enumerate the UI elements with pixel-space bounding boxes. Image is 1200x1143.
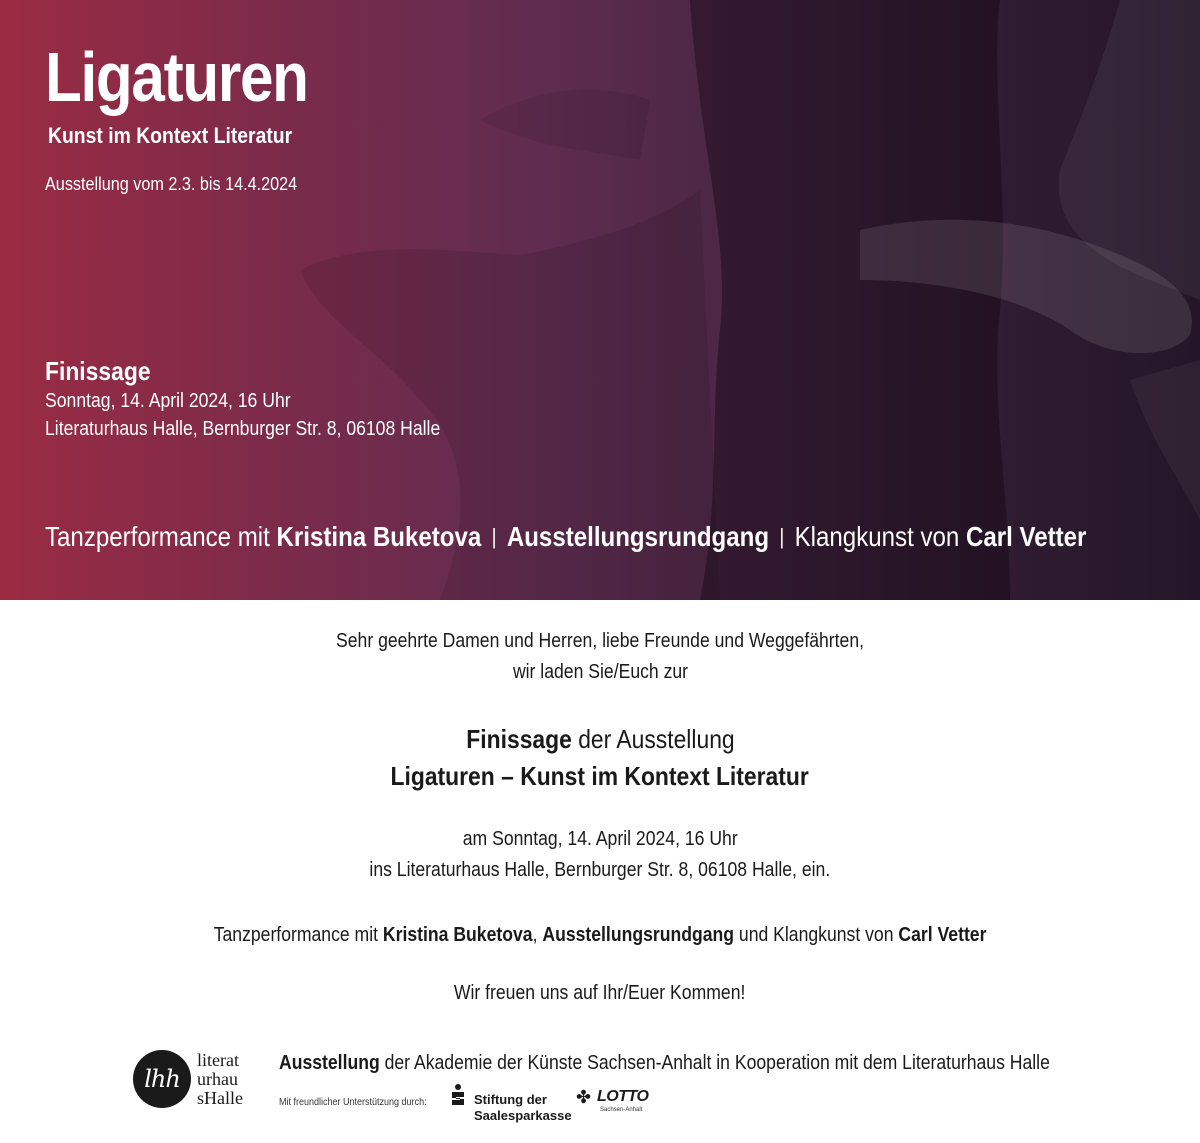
sparkasse-icon <box>450 1083 466 1107</box>
separator: | <box>779 524 785 549</box>
sound-artist: Carl Vetter <box>898 924 987 946</box>
event-rest: der Ausstellung <box>571 724 735 754</box>
hero-subtitle: Kunst im Kontext Literatur <box>48 123 293 148</box>
exhibition-name: Ligaturen – Kunst im Kontext Literatur <box>390 761 810 791</box>
dance-prefix: Tanzperformance mit <box>45 521 277 552</box>
finissage-date: Sonntag, 14. April 2024, 16 Uhr <box>45 390 291 412</box>
dance-artist: Kristina Buketova <box>276 521 482 552</box>
logo-word-line-2: urhau <box>197 1069 238 1089</box>
dance-artist: Kristina Buketova <box>382 924 533 946</box>
lotto-logo: LOTTO <box>597 1088 649 1105</box>
program-line <box>45 521 1086 553</box>
sparkasse-line-2: Saalesparkasse <box>474 1108 572 1123</box>
tour-label: Ausstellungsrundgang <box>506 521 770 552</box>
sparkasse-line-1: Stiftung der <box>474 1092 547 1107</box>
lotto-subtitle: Sachsen-Anhalt <box>600 1107 643 1113</box>
organizer-bold: Ausstellung <box>279 1052 380 1074</box>
sound-prefix: Klangkunst von <box>794 521 966 552</box>
support-label: Mit freundlicher Unterstützung durch: <box>279 1097 427 1108</box>
finissage-location: Literaturhaus Halle, Bernburger Str. 8, 06108 Halle <box>45 418 441 440</box>
dance-prefix: Tanzperformance mit <box>213 924 383 946</box>
sound-prefix: und Klangkunst von <box>733 924 899 946</box>
lotto-clover-icon: ✤ <box>576 1087 592 1107</box>
sparkasse-sponsor <box>474 1092 572 1124</box>
separator: | <box>491 524 497 549</box>
sound-artist: Carl Vetter <box>965 521 1087 552</box>
event-when: am Sonntag, 14. April 2024, 16 Uhr <box>462 828 738 850</box>
event-line <box>0 724 1200 755</box>
event-where: ins Literaturhaus Halle, Bernburger Str. 8, 06108 Halle, ein. <box>369 859 831 881</box>
invite-line: wir laden Sie/Euch zur <box>512 661 688 683</box>
event-bold: Finissage <box>465 724 572 754</box>
hero-title: Ligaturen <box>45 38 308 116</box>
logo-word-line-3: sHalle <box>197 1088 243 1108</box>
organizer-rest: der Akademie der Künste Sachsen-Anhalt in Kooperation mit dem Literaturhaus Halle <box>379 1052 1050 1074</box>
salutation: Sehr geehrte Damen und Herren, liebe Freunde und Weggefährten, <box>335 630 864 652</box>
comma: , <box>532 924 543 946</box>
letter-program-line <box>0 924 1200 947</box>
logo-word-line-1: literat <box>197 1050 239 1070</box>
exhibition-dates: Ausstellung vom 2.3. bis 14.4.2024 <box>45 174 298 194</box>
literaturhaus-logo-icon: lhh <box>133 1050 191 1108</box>
closing-line: Wir freuen uns auf Ihr/Euer Kommen! <box>454 982 746 1004</box>
tour-label: Ausstellungsrundgang <box>542 924 734 946</box>
finissage-heading: Finissage <box>45 356 151 386</box>
organizer-line <box>279 1052 1050 1075</box>
